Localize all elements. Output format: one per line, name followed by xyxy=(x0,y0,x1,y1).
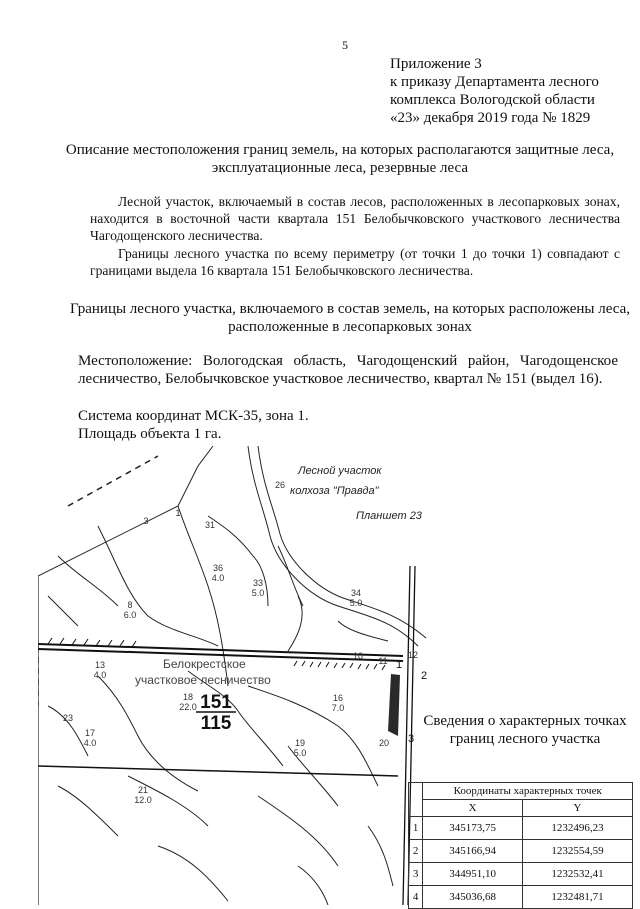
parcel-number: 20 xyxy=(378,738,390,748)
point-label-3: 3 xyxy=(408,733,415,745)
table-title: Сведения о характерных точках границ лесного участка xyxy=(423,713,627,747)
table-cell-y: 1232496,23 xyxy=(522,817,632,840)
parcel-area: 5.0 xyxy=(293,748,307,758)
column-header-x: X xyxy=(423,800,523,817)
page-number: 5 xyxy=(342,38,348,52)
parcel-number: 36 xyxy=(212,563,224,573)
parcel-area: 5.0 xyxy=(251,588,265,598)
parcel-area: 6.0 xyxy=(123,610,137,620)
adjacent-quarter-number: 115 xyxy=(200,713,232,734)
column-header-y: Y xyxy=(522,800,632,817)
paragraph-2-text: Границы лесного участка по всему периметру (от точки 1 до точки 1) совпадают с границами выдела 16 квартала 151 Белобычковского лесничества. xyxy=(90,246,620,278)
parcel-number: 17 xyxy=(84,728,96,738)
parcel-number: 31 xyxy=(204,520,216,530)
parcel-number: 21 xyxy=(137,785,149,795)
parcel-area: 22.0 xyxy=(179,702,197,712)
parcel-number: 26 xyxy=(274,480,286,490)
parcel-number: 33 xyxy=(252,578,264,588)
paragraph-1 xyxy=(90,193,620,244)
table-cell-x: 344951,10 xyxy=(423,863,523,886)
parcel-number: 19 xyxy=(294,738,306,748)
object-area: Площадь объекта 1 га. xyxy=(78,426,222,442)
table-cell-n: 1 xyxy=(409,817,423,840)
parcel-number: 8 xyxy=(127,600,133,610)
main-heading: Описание местоположения границ земель, на которых располагаются защитные леса, эксплуатационные леса, резервные леса xyxy=(65,142,615,176)
table-cell-x: 345036,68 xyxy=(423,886,523,909)
appendix-line-4: «23» декабря 2019 года № 1829 xyxy=(390,110,591,126)
table-cell-y: 1232532,41 xyxy=(522,863,632,886)
paragraph-1-text: Лесной участок, включаемый в состав лесов, расположенных в лесопарковых зонах, находится в восточной части квартала 151 Белобычковского участкового лесничества Чагодощенского лесничества. xyxy=(90,194,620,243)
parcel-number: 23 xyxy=(62,713,74,723)
table-cell-y: 1232481,71 xyxy=(522,886,632,909)
table-corner-cell xyxy=(409,783,423,800)
map-label-kolkhoz: колхоза "Правда" xyxy=(290,485,379,497)
map-label-sheet: Планшет 23 xyxy=(356,510,422,522)
parcel-area: 4.0 xyxy=(83,738,97,748)
paragraph-2 xyxy=(90,245,620,279)
table-group-header: Координаты характерных точек xyxy=(423,783,633,800)
coordinate-system: Система координат МСК-35, зона 1. xyxy=(78,408,309,424)
parcel-number: 3 xyxy=(143,516,149,526)
parcel-area: 4.0 xyxy=(93,670,107,680)
appendix-line-1: Приложение 3 xyxy=(390,56,482,72)
point-label-1: 1 xyxy=(396,659,403,671)
table-cell-x: 345173,75 xyxy=(423,817,523,840)
parcel-number: 18 xyxy=(182,692,194,702)
point-label-2: 2 xyxy=(421,670,428,682)
quarter-number: 151 xyxy=(200,692,232,713)
forest-plot-polygon xyxy=(388,674,400,736)
map-label-forest-plot: Лесной участок xyxy=(298,465,382,477)
location-text: Местоположение: Вологодская область, Чагодощенский район, Чагодощенское лесничество, Белобычковское участковое лесничество, квартал № 151 (выдел 16). xyxy=(78,353,618,387)
parcel-area: 7.0 xyxy=(331,703,345,713)
table-corner-cell-2 xyxy=(409,800,423,817)
parcel-area: 5.0 xyxy=(349,598,363,608)
appendix-header xyxy=(390,55,599,127)
parcel-area: 4.0 xyxy=(211,573,225,583)
table-group-header-row xyxy=(409,783,633,800)
table-cell-x: 345166,94 xyxy=(423,840,523,863)
table-row xyxy=(409,863,633,886)
table-cell-n: 3 xyxy=(409,863,423,886)
coordinates-table xyxy=(408,782,633,909)
map-label-forestry-1: Белокрестское xyxy=(163,657,246,671)
appendix-line-3: комплекса Вологодской области xyxy=(390,92,595,108)
table-row xyxy=(409,817,633,840)
parcel-area: 12.0 xyxy=(134,795,152,805)
parcel-number: 34 xyxy=(350,588,362,598)
table-cell-n: 4 xyxy=(409,886,423,909)
map-label-forestry-2: участковое лесничество xyxy=(135,673,271,687)
table-header-row xyxy=(409,800,633,817)
parcel-number: 13 xyxy=(94,660,106,670)
table-row xyxy=(409,840,633,863)
appendix-line-2: к приказу Департамента лесного xyxy=(390,74,599,90)
section-heading: Границы лесного участка, включаемого в состав земель, на которых расположены леса, расположенные в лесопарковых зонах xyxy=(70,301,630,335)
forest-map xyxy=(38,446,433,905)
parcel-number: 10 xyxy=(352,651,364,661)
table-row xyxy=(409,886,633,909)
parcel-number: 11 xyxy=(378,656,388,666)
table-cell-y: 1232554,59 xyxy=(522,840,632,863)
parcel-number: 12 xyxy=(407,650,419,660)
parcel-number: 1 xyxy=(175,508,181,518)
parcel-number: 16 xyxy=(332,693,344,703)
table-cell-n: 2 xyxy=(409,840,423,863)
